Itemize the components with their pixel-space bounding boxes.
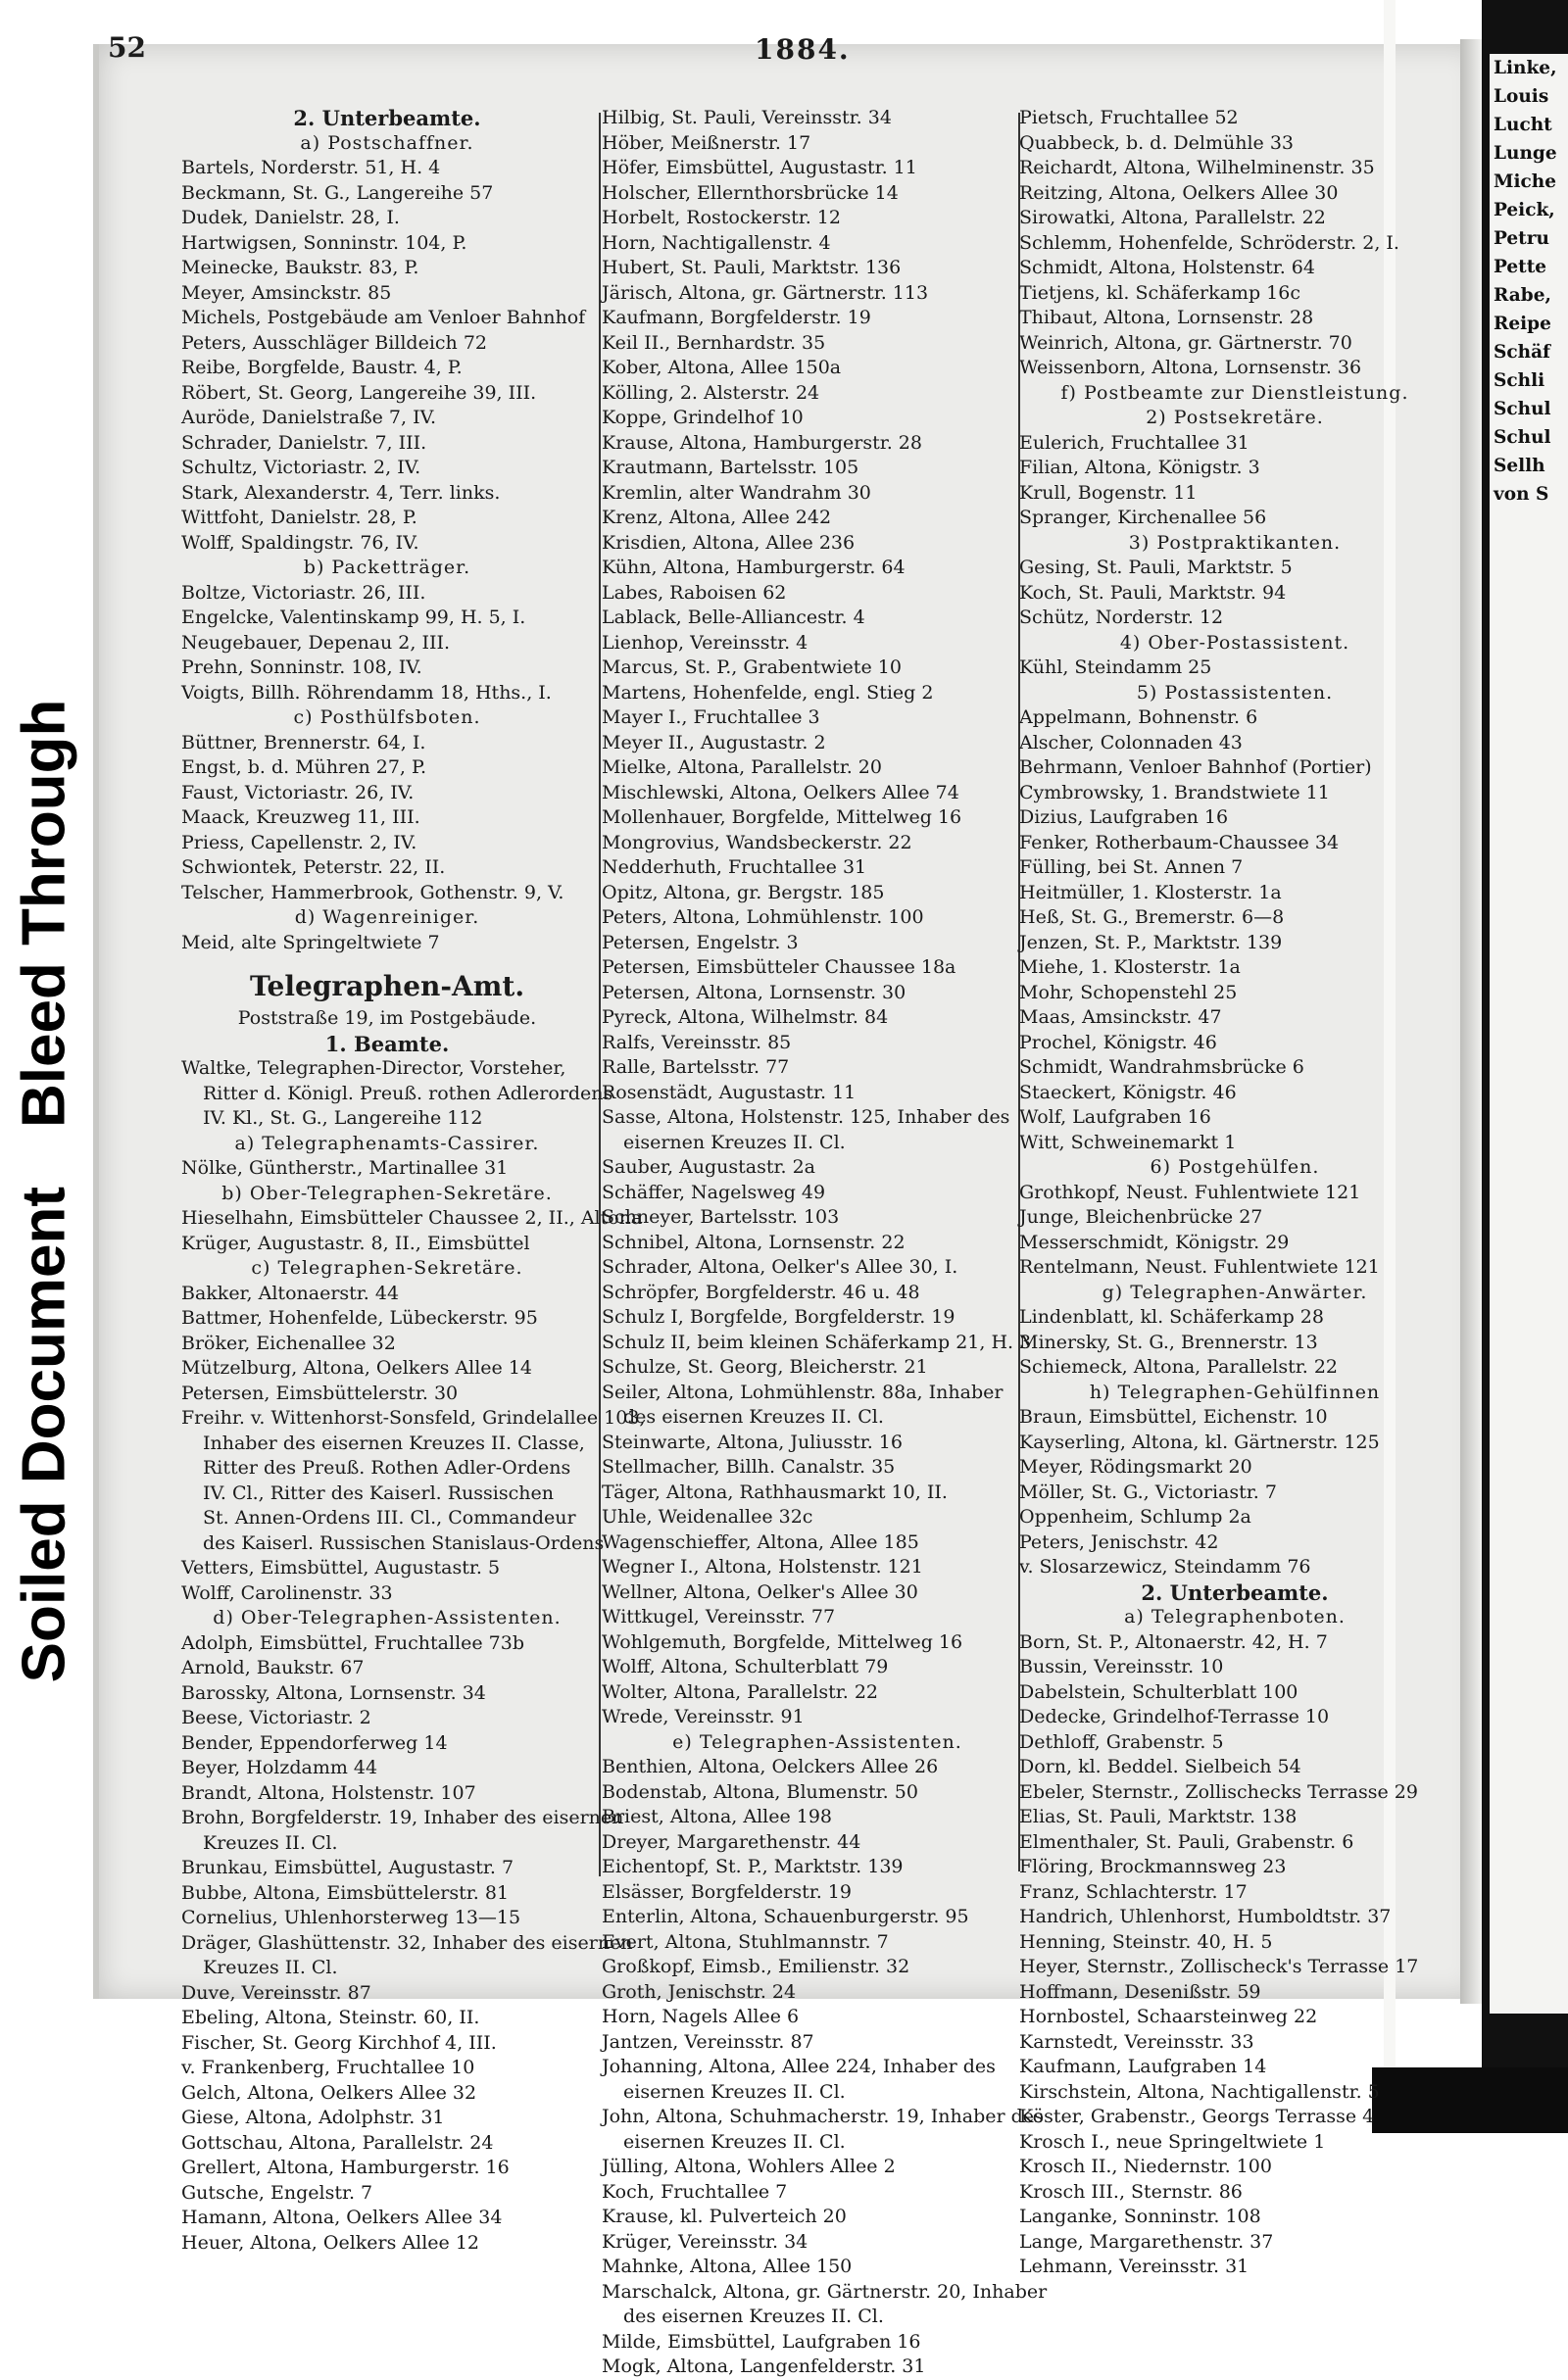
- directory-entry: Kölling, 2. Alsterstr. 24: [602, 381, 820, 404]
- directory-entry: Arnold, Baukstr. 67: [181, 1657, 365, 1678]
- directory-entry: Bussin, Vereinsstr. 10: [1019, 1656, 1224, 1677]
- directory-entry: Schulze, St. Georg, Bleicherstr. 21: [602, 1356, 928, 1378]
- directory-entry: Engst, b. d. Mühren 27, P.: [181, 756, 426, 778]
- section-heading: a) Telegraphenboten.: [1124, 1606, 1346, 1627]
- facing-entry: Schul: [1494, 427, 1551, 448]
- directory-entry: Peters, Ausschläger Billdeich 72: [181, 331, 488, 354]
- directory-entry: Gesing, St. Pauli, Marktstr. 5: [1019, 557, 1293, 578]
- directory-entry: Mahnke, Altona, Allee 150: [602, 2256, 853, 2277]
- directory-entry: Seiler, Altona, Lohmühlenstr. 88a, Inhaber: [602, 1381, 1004, 1403]
- directory-entry: Wolter, Altona, Parallelstr. 22: [602, 1680, 879, 1703]
- directory-entry: Junge, Bleichenbrücke 27: [1019, 1206, 1263, 1228]
- directory-entry: Voigts, Billh. Röhrendamm 18, Hths., I.: [181, 681, 552, 704]
- directory-entry: Freihr. v. Wittenhorst-Sonsfeld, Grindelallee 103,: [181, 1407, 646, 1429]
- directory-entry: Jenzen, St. P., Marktstr. 139: [1019, 931, 1283, 953]
- directory-entry: Mayer I., Fruchtallee 3: [602, 706, 820, 728]
- directory-entry: Reibe, Borgfelde, Baustr. 4, P.: [181, 357, 463, 378]
- directory-entry: Schiemeck, Altona, Parallelstr. 22: [1019, 1356, 1339, 1378]
- section-heading: 4) Ober-Postassistent.: [1119, 631, 1350, 654]
- directory-entry: Dizius, Laufgraben 16: [1019, 806, 1229, 828]
- directory-entry: Wrede, Vereinsstr. 91: [602, 1706, 805, 1727]
- directory-entry: Petersen, Eimsbüttelerstr. 30: [181, 1382, 459, 1404]
- directory-entry: Schrader, Danielstr. 7, III.: [181, 431, 427, 454]
- directory-entry: Born, St. P., Altonaerstr. 42, H. 7: [1019, 1630, 1328, 1653]
- directory-entry: Schneyer, Bartelsstr. 103: [602, 1206, 840, 1228]
- facing-entry: Sellh: [1494, 456, 1545, 476]
- section-heading: 2. Unterbeamte.: [293, 106, 481, 130]
- directory-entry: Poststraße 19, im Postgebäude.: [237, 1007, 537, 1029]
- directory-entry: John, Altona, Schuhmacherstr. 19, Inhaber des: [602, 2106, 1044, 2127]
- directory-entry: Petersen, Engelstr. 3: [602, 931, 799, 953]
- directory-entry: Jantzen, Vereinsstr. 87: [602, 2030, 814, 2053]
- column-left: [181, 106, 646, 2256]
- directory-entry: Kreuzes II. Cl.: [203, 1831, 338, 1854]
- directory-entry: Johanning, Altona, Allee 224, Inhaber des: [602, 2056, 996, 2077]
- directory-entry: Behrmann, Venloer Bahnhof (Portier): [1019, 756, 1372, 778]
- directory-entry: Dabelstein, Schulterblatt 100: [1019, 1680, 1298, 1703]
- directory-entry: Lienhop, Vereinsstr. 4: [602, 631, 808, 654]
- directory-entry: Ebeler, Sternstr., Zollischecks Terrasse 29: [1019, 1780, 1418, 1803]
- directory-entry: Mogk, Altona, Langenfelderstr. 31: [602, 2356, 926, 2377]
- directory-entry: Höfer, Eimsbüttel, Augustastr. 11: [602, 157, 917, 178]
- directory-entry: Koppe, Grindelhof 10: [602, 407, 804, 428]
- directory-entry: Wohlgemuth, Borgfelde, Mittelweg 16: [602, 1630, 963, 1653]
- directory-entry: Köster, Grabenstr., Georgs Terrasse 4: [1019, 2106, 1375, 2127]
- directory-entry: Ralle, Bartelsstr. 77: [602, 1056, 790, 1078]
- directory-entry: Prochel, Königstr. 46: [1019, 1031, 1217, 1053]
- directory-entry: Horn, Nachtigallenstr. 4: [602, 231, 831, 254]
- directory-entry: Maack, Kreuzweg 11, III.: [181, 806, 420, 828]
- directory-entry: Schrader, Altona, Oelker's Allee 30, I.: [602, 1256, 958, 1278]
- directory-entry: Mützelburg, Altona, Oelkers Allee 14: [181, 1357, 533, 1379]
- directory-entry: Sasse, Altona, Holstenstr. 125, Inhaber des: [602, 1106, 1010, 1128]
- directory-entry: Labes, Raboisen 62: [602, 581, 787, 604]
- directory-entry: Brohn, Borgfelderstr. 19, Inhaber des eisernen: [181, 1807, 624, 1828]
- directory-entry: Inhaber des eisernen Kreuzes II. Classe,: [203, 1432, 585, 1454]
- directory-entry: Elias, St. Pauli, Marktstr. 138: [1019, 1806, 1298, 1827]
- directory-entry: Briest, Altona, Allee 198: [602, 1806, 833, 1827]
- directory-entry: Dedecke, Grindelhof-Terrasse 10: [1019, 1706, 1330, 1727]
- directory-entry: Weissenborn, Altona, Lornsenstr. 36: [1019, 357, 1362, 378]
- directory-entry: Boltze, Victoriastr. 26, III.: [181, 581, 426, 604]
- directory-entry: Beckmann, St. G., Langereihe 57: [181, 181, 494, 204]
- directory-entry: Filian, Altona, Königstr. 3: [1019, 457, 1260, 478]
- directory-entry: Karnstedt, Vereinsstr. 33: [1019, 2030, 1254, 2053]
- directory-entry: Wolff, Spaldingstr. 76, IV.: [181, 531, 419, 554]
- facing-entry: Lunge: [1494, 143, 1557, 164]
- directory-entry: IV. Cl., Ritter des Kaiserl. Russischen: [203, 1481, 554, 1504]
- directory-entry: Evert, Altona, Stuhlmannstr. 7: [602, 1930, 889, 1953]
- directory-entry: Uhle, Weidenallee 32c: [602, 1506, 813, 1528]
- directory-entry: Schultz, Victoriastr. 2, IV.: [181, 457, 421, 478]
- directory-entry: St. Annen-Ordens III. Cl., Commandeur: [203, 1507, 576, 1529]
- directory-entry: Schlemm, Hohenfelde, Schröderstr. 2, I.: [1019, 231, 1399, 254]
- section-heading: f) Postbeamte zur Dienstleistung.: [1060, 381, 1409, 404]
- directory-entry: Hamann, Altona, Oelkers Allee 34: [181, 2207, 503, 2228]
- section-heading: e) Telegraphen-Assistenten.: [672, 1730, 962, 1753]
- directory-entry: Holscher, Ellernthorsbrücke 14: [602, 181, 899, 204]
- directory-entry: Franz, Schlachterstr. 17: [1019, 1880, 1248, 1903]
- directory-entry: Pyreck, Altona, Wilhelmstr. 84: [602, 1006, 889, 1028]
- facing-entry: Louis: [1494, 86, 1549, 107]
- directory-entry: Möller, St. G., Victoriastr. 7: [1019, 1481, 1277, 1503]
- directory-entry: Ralfs, Vereinsstr. 85: [602, 1031, 792, 1053]
- directory-entry: Meinecke, Baukstr. 83, P.: [181, 257, 419, 278]
- directory-entry: Heuer, Altona, Oelkers Allee 12: [181, 2231, 479, 2254]
- directory-entry: Horbelt, Rostockerstr. 12: [602, 207, 841, 228]
- directory-entry: Mollenhauer, Borgfelde, Mittelweg 16: [602, 806, 962, 828]
- directory-entry: Alscher, Colonnaden 43: [1019, 731, 1243, 753]
- directory-entry: Nedderhuth, Fruchtallee 31: [602, 856, 867, 878]
- directory-entry: Meyer, Amsinckstr. 85: [181, 281, 392, 304]
- directory-entry: v. Slosarzewicz, Steindamm 76: [1019, 1556, 1311, 1578]
- directory-entry: Cymbrowsky, 1. Brandstwiete 11: [1019, 781, 1330, 803]
- directory-entry: Krautmann, Bartelsstr. 105: [602, 457, 859, 478]
- directory-entry: Gottschau, Altona, Parallelstr. 24: [181, 2131, 494, 2154]
- directory-entry: Heyer, Sternstr., Zollischeck's Terrasse 17: [1019, 1956, 1419, 1977]
- facing-entry: Miche: [1494, 171, 1556, 192]
- column-rule-left: [599, 113, 601, 1876]
- directory-entry: Dethloff, Grabenstr. 5: [1019, 1730, 1224, 1753]
- directory-entry: Vetters, Eimsbüttel, Augustastr. 5: [181, 1557, 501, 1579]
- facing-entry: von S: [1494, 484, 1549, 505]
- directory-entry: Braun, Eimsbüttel, Eichenstr. 10: [1019, 1406, 1328, 1428]
- directory-entry: Krisdien, Altona, Allee 236: [602, 531, 856, 554]
- directory-entry: Waltke, Telegraphen-Director, Vorsteher,: [181, 1057, 566, 1079]
- directory-entry: eisernen Kreuzes II. Cl.: [623, 2130, 846, 2153]
- directory-entry: Benthien, Altona, Oelckers Allee 26: [602, 1756, 939, 1777]
- directory-entry: Schäffer, Nagelsweg 49: [602, 1181, 826, 1203]
- directory-entry: Schnibel, Altona, Lornsenstr. 22: [602, 1231, 906, 1253]
- directory-entry: Täger, Altona, Rathhausmarkt 10, II.: [602, 1481, 948, 1503]
- directory-entry: Barossky, Altona, Lornsenstr. 34: [181, 1681, 486, 1704]
- directory-entry: Milde, Eimsbüttel, Laufgraben 16: [602, 2330, 921, 2353]
- column-middle: [602, 106, 1048, 2380]
- directory-entry: Petersen, Eimsbütteler Chaussee 18a: [602, 956, 956, 978]
- soiled-document-label: Soiled Document: [10, 1186, 78, 1682]
- section-heading: 2. Unterbeamte.: [1141, 1579, 1329, 1605]
- directory-entry: Kühl, Steindamm 25: [1019, 656, 1212, 678]
- directory-entry: Lindenblatt, kl. Schäferkamp 28: [1019, 1306, 1324, 1328]
- directory-entry: Staeckert, Königstr. 46: [1019, 1081, 1237, 1103]
- directory-entry: Meyer II., Augustastr. 2: [602, 731, 826, 753]
- directory-entry: Hieselhahn, Eimsbütteler Chaussee 2, II., Altona: [181, 1207, 643, 1229]
- directory-entry: Oppenheim, Schlump 2a: [1019, 1506, 1251, 1528]
- directory-entry: Kober, Altona, Allee 150a: [602, 357, 842, 378]
- directory-entry: des eisernen Kreuzes II. Cl.: [623, 1406, 884, 1428]
- directory-entry: Quabbeck, b. d. Delmühle 33: [1019, 131, 1295, 154]
- directory-entry: Krüger, Augustastr. 8, II., Eimsbüttel: [181, 1232, 530, 1254]
- directory-entry: Adolph, Eimsbüttel, Fruchtallee 73b: [181, 1631, 525, 1654]
- directory-entry: Heitmüller, 1. Klosterstr. 1a: [1019, 881, 1282, 903]
- directory-entry: Bodenstab, Altona, Blumenstr. 50: [602, 1780, 918, 1803]
- directory-entry: [181, 955, 593, 967]
- directory-entry: Sirowatki, Altona, Parallelstr. 22: [1019, 207, 1326, 228]
- directory-entry: Messerschmidt, Königstr. 29: [1019, 1231, 1290, 1253]
- directory-entry: Krause, Altona, Hamburgerstr. 28: [602, 431, 922, 454]
- facing-entry: Lucht: [1494, 115, 1552, 135]
- directory-entry: eisernen Kreuzes II. Cl.: [623, 2080, 846, 2103]
- directory-entry: Auröde, Danielstraße 7, IV.: [181, 407, 437, 428]
- directory-entry: Koch, Fruchtallee 7: [602, 2180, 788, 2203]
- directory-entry: Priess, Capellenstr. 2, IV.: [181, 831, 417, 853]
- directory-entry: Beyer, Holzdamm 44: [181, 1757, 378, 1778]
- directory-entry: Wegner I., Altona, Holstenstr. 121: [602, 1556, 923, 1578]
- directory-entry: eisernen Kreuzes II. Cl.: [623, 1131, 846, 1153]
- directory-entry: Lange, Margarethenstr. 37: [1019, 2230, 1274, 2253]
- directory-entry: Langanke, Sonninstr. 108: [1019, 2206, 1261, 2227]
- section-heading: 6) Postgehülfen.: [1150, 1156, 1320, 1178]
- directory-entry: Grothkopf, Neust. Fuhlentwiete 121: [1019, 1181, 1361, 1203]
- directory-entry: Fülling, bei St. Annen 7: [1019, 856, 1244, 878]
- directory-entry: Heß, St. G., Bremerstr. 6—8: [1019, 906, 1285, 928]
- page-number: 52: [108, 31, 146, 64]
- directory-entry: Neugebauer, Depenau 2, III.: [181, 631, 451, 654]
- directory-entry: v. Frankenberg, Fruchtallee 10: [181, 2057, 475, 2078]
- directory-entry: Röbert, St. Georg, Langereihe 39, III.: [181, 381, 537, 404]
- directory-entry: Kühn, Altona, Hamburgerstr. 64: [602, 557, 906, 578]
- facing-entry: Reipe: [1494, 314, 1551, 334]
- facing-entry: Schli: [1494, 370, 1545, 391]
- directory-entry: Marschalck, Altona, gr. Gärtnerstr. 20, Inhaber: [602, 2280, 1048, 2303]
- directory-entry: Weinrich, Altona, gr. Gärtnerstr. 70: [1019, 331, 1352, 354]
- facing-entry: Schäf: [1494, 342, 1551, 363]
- directory-entry: Appelmann, Bohnenstr. 6: [1019, 706, 1258, 728]
- directory-entry: Michels, Postgebäude am Venloer Bahnhof: [181, 307, 586, 328]
- directory-entry: Hilbig, St. Pauli, Vereinsstr. 34: [602, 107, 892, 128]
- directory-entry: Giese, Altona, Adolphstr. 31: [181, 2107, 445, 2128]
- directory-entry: Jülling, Altona, Wohlers Allee 2: [602, 2156, 896, 2177]
- directory-entry: Mongrovius, Wandsbeckerstr. 22: [602, 831, 912, 853]
- directory-entry: Sauber, Augustastr. 2a: [602, 1156, 816, 1178]
- directory-entry: Steinwarte, Altona, Juliusstr. 16: [602, 1431, 903, 1453]
- directory-entry: Peters, Jenischstr. 42: [1019, 1530, 1219, 1553]
- directory-entry: des Kaiserl. Russischen Stanislaus-Ordens: [203, 1531, 605, 1554]
- directory-entry: Koch, St. Pauli, Marktstr. 94: [1019, 581, 1287, 604]
- facing-page-fragment: [1490, 54, 1568, 2014]
- directory-entry: Dreyer, Margarethenstr. 44: [602, 1830, 861, 1853]
- directory-entry: Krosch III., Sternstr. 86: [1019, 2180, 1243, 2203]
- directory-entry: Dorn, kl. Beddel. Sielbeich 54: [1019, 1756, 1301, 1777]
- section-heading: 5) Postassistenten.: [1136, 681, 1334, 704]
- page-edge: [1460, 39, 1482, 2004]
- directory-entry: Gelch, Altona, Oelkers Allee 32: [181, 2081, 477, 2104]
- directory-entry: Krüger, Vereinsstr. 34: [602, 2230, 808, 2253]
- directory-entry: Rosenstädt, Augustastr. 11: [602, 1081, 857, 1103]
- directory-entry: Mielke, Altona, Parallelstr. 20: [602, 756, 882, 778]
- directory-entry: Büttner, Brennerstr. 64, I.: [181, 731, 426, 753]
- directory-entry: Rentelmann, Neust. Fuhlentwiete 121: [1019, 1256, 1380, 1278]
- directory-entry: Kreuzes II. Cl.: [203, 1957, 338, 1978]
- directory-entry: Hartwigsen, Sonninstr. 104, P.: [181, 231, 467, 254]
- directory-entry: Maas, Amsinckstr. 47: [1019, 1006, 1222, 1028]
- directory-entry: Reichardt, Altona, Wilhelminenstr. 35: [1019, 157, 1375, 178]
- facing-entry: Pette: [1494, 257, 1547, 277]
- directory-entry: Höber, Meißnerstr. 17: [602, 131, 811, 154]
- directory-entry: Krosch I., neue Springeltwiete 1: [1019, 2130, 1326, 2153]
- directory-entry: Krosch II., Niedernstr. 100: [1019, 2156, 1272, 2177]
- section-heading: a) Postschaffner.: [300, 131, 474, 154]
- directory-entry: Eichentopf, St. P., Marktstr. 139: [602, 1856, 904, 1877]
- directory-entry: Kirschstein, Altona, Nachtigallenstr. 5: [1019, 2080, 1380, 2103]
- directory-entry: Opitz, Altona, gr. Bergstr. 185: [602, 881, 885, 903]
- directory-entry: Ebeling, Altona, Steinstr. 60, II.: [181, 2007, 480, 2028]
- directory-entry: Meid, alte Springeltwiete 7: [181, 931, 440, 953]
- directory-entry: Telscher, Hammerbrook, Gothenstr. 9, V.: [181, 881, 564, 903]
- directory-entry: Beese, Victoriastr. 2: [181, 1707, 371, 1728]
- directory-entry: Duve, Vereinsstr. 87: [181, 1981, 371, 2004]
- directory-entry: Prehn, Sonninstr. 108, IV.: [181, 656, 422, 678]
- facing-entry: Rabe,: [1494, 285, 1551, 306]
- directory-entry: Ritter d. Königl. Preuß. rothen Adlerordens: [203, 1082, 613, 1104]
- directory-entry: Dudek, Danielstr. 28, I.: [181, 207, 400, 228]
- directory-entry: Großkopf, Eimsb., Emilienstr. 32: [602, 1956, 910, 1977]
- section-heading: d) Ober-Telegraphen-Assistenten.: [213, 1607, 562, 1628]
- directory-entry: Flöring, Brockmannsweg 23: [1019, 1856, 1287, 1877]
- directory-entry: Mohr, Schopenstehl 25: [1019, 981, 1238, 1003]
- directory-entry: Fischer, St. Georg Kirchhof 4, III.: [181, 2031, 497, 2054]
- column-right: [1019, 106, 1450, 2280]
- directory-entry: Brandt, Altona, Holstenstr. 107: [181, 1781, 476, 1804]
- facing-entry: Linke,: [1494, 58, 1557, 78]
- directory-entry: Wolff, Carolinenstr. 33: [181, 1581, 393, 1604]
- directory-entry: Wittfoht, Danielstr. 28, P.: [181, 507, 417, 528]
- directory-entry: Wolf, Laufgraben 16: [1019, 1106, 1211, 1128]
- directory-entry: Bender, Eppendorferweg 14: [181, 1731, 448, 1754]
- facing-entry: Petru: [1494, 228, 1549, 249]
- directory-entry: Battmer, Hohenfelde, Lübeckerstr. 95: [181, 1307, 538, 1329]
- directory-entry: Schulz I, Borgfelde, Borgfelderstr. 19: [602, 1306, 956, 1328]
- directory-entry: Meyer, Rödingsmarkt 20: [1019, 1456, 1252, 1478]
- directory-entry: Engelcke, Valentinskamp 99, H. 5, I.: [181, 607, 526, 628]
- directory-entry: Schwiontek, Peterstr. 22, II.: [181, 856, 446, 878]
- directory-entry: Marcus, St. P., Grabentwiete 10: [602, 656, 902, 678]
- section-heading: c) Telegraphen-Sekretäre.: [251, 1257, 523, 1279]
- directory-entry: Stark, Alexanderstr. 4, Terr. links.: [181, 481, 501, 504]
- directory-entry: Krause, kl. Pulverteich 20: [602, 2206, 847, 2227]
- directory-entry: IV. Kl., St. G., Langereihe 112: [203, 1107, 483, 1129]
- directory-entry: Stellmacher, Billh. Canalstr. 35: [602, 1456, 896, 1478]
- directory-entry: Mischlewski, Altona, Oelkers Allee 74: [602, 781, 959, 803]
- directory-entry: Krull, Bogenstr. 11: [1019, 481, 1198, 504]
- directory-entry: Järisch, Altona, gr. Gärtnerstr. 113: [602, 281, 929, 304]
- directory-entry: Petersen, Altona, Lornsenstr. 30: [602, 981, 906, 1003]
- directory-entry: Kaufmann, Laufgraben 14: [1019, 2056, 1267, 2077]
- section-heading: b) Ober-Telegraphen-Sekretäre.: [221, 1182, 553, 1204]
- directory-entry: Schmidt, Altona, Holstenstr. 64: [1019, 257, 1315, 278]
- directory-entry: Thibaut, Altona, Lornsenstr. 28: [1019, 307, 1314, 328]
- directory-entry: Witt, Schweinemarkt 1: [1019, 1131, 1237, 1153]
- section-heading: c) Posthülfsboten.: [293, 706, 481, 728]
- directory-entry: Miehe, 1. Klosterstr. 1a: [1019, 956, 1241, 978]
- directory-entry: Wagenschieffer, Altona, Allee 185: [602, 1530, 919, 1553]
- directory-entry: Spranger, Kirchenallee 56: [1019, 507, 1267, 528]
- directory-entry: Martens, Hohenfelde, engl. Stieg 2: [602, 681, 934, 704]
- directory-entry: Gutsche, Engelstr. 7: [181, 2181, 373, 2204]
- section-heading: 2) Postsekretäre.: [1146, 407, 1324, 428]
- facing-entry: Schul: [1494, 399, 1551, 419]
- directory-entry: Elsässer, Borgfelderstr. 19: [602, 1880, 852, 1903]
- page-year: 1884.: [755, 33, 851, 66]
- directory-entry: Schütz, Norderstr. 12: [1019, 607, 1224, 628]
- section-heading: b) Packetträger.: [303, 557, 471, 578]
- directory-entry: Krenz, Altona, Allee 242: [602, 507, 832, 528]
- section-heading: Telegraphen-Amt.: [249, 970, 525, 1002]
- directory-entry: Grellert, Altona, Hamburgerstr. 16: [181, 2157, 510, 2178]
- directory-entry: Ritter des Preuß. Rothen Adler-Ordens: [203, 1457, 571, 1479]
- directory-entry: Wellner, Altona, Oelker's Allee 30: [602, 1580, 918, 1603]
- directory-entry: Bartels, Norderstr. 51, H. 4: [181, 157, 441, 178]
- directory-entry: Lablack, Belle-Alliancestr. 4: [602, 607, 865, 628]
- directory-entry: Bröker, Eichenallee 32: [181, 1332, 396, 1354]
- bleed-through-label: Bleed Through: [10, 699, 78, 1128]
- directory-entry: Faust, Victoriastr. 26, IV.: [181, 781, 415, 803]
- scan-warning-banner: [0, 637, 88, 1744]
- directory-entry: Fenker, Rotherbaum-Chaussee 34: [1019, 831, 1340, 853]
- facing-entry: Peick,: [1494, 200, 1555, 220]
- directory-entry: Bakker, Altonaerstr. 44: [181, 1282, 400, 1304]
- directory-entry: Peters, Altona, Lohmühlenstr. 100: [602, 906, 924, 928]
- directory-entry: Hoffmann, Desenißstr. 59: [1019, 1980, 1261, 2003]
- directory-entry: Dräger, Glashüttenstr. 32, Inhaber des eisernen: [181, 1931, 633, 1954]
- directory-entry: Eulerich, Fruchtallee 31: [1019, 431, 1250, 454]
- directory-entry: Kaufmann, Borgfelderstr. 19: [602, 307, 871, 328]
- section-heading: d) Wagenreiniger.: [294, 906, 480, 928]
- directory-entry: Schmidt, Wandrahmsbrücke 6: [1019, 1056, 1304, 1078]
- directory-entry: Brunkau, Eimsbüttel, Augustastr. 7: [181, 1857, 514, 1878]
- directory-entry: Hubert, St. Pauli, Marktstr. 136: [602, 257, 902, 278]
- directory-entry: Hornbostel, Schaarsteinweg 22: [1019, 2006, 1318, 2027]
- directory-entry: Reitzing, Altona, Oelkers Allee 30: [1019, 181, 1339, 204]
- directory-entry: Kayserling, Altona, kl. Gärtnerstr. 125: [1019, 1431, 1380, 1453]
- directory-entry: Cornelius, Uhlenhorsterweg 13—15: [181, 1907, 521, 1928]
- directory-entry: Lehmann, Vereinsstr. 31: [1019, 2256, 1250, 2277]
- directory-entry: Handrich, Uhlenhorst, Humboldtstr. 37: [1019, 1906, 1392, 1927]
- section-heading: 1. Beamte.: [324, 1031, 450, 1056]
- directory-entry: Pietsch, Fruchtallee 52: [1019, 107, 1239, 128]
- directory-entry: Schröpfer, Borgfelderstr. 46 u. 48: [602, 1281, 920, 1303]
- directory-entry: Kremlin, alter Wandrahm 30: [602, 481, 871, 504]
- directory-entry: Wittkugel, Vereinsstr. 77: [602, 1606, 836, 1627]
- section-heading: 3) Postpraktikanten.: [1128, 531, 1342, 554]
- section-heading: a) Telegraphenamts-Cassirer.: [234, 1132, 540, 1154]
- section-heading: g) Telegraphen-Anwärter.: [1102, 1281, 1368, 1303]
- directory-entry: Tietjens, kl. Schäferkamp 16c: [1019, 281, 1300, 304]
- directory-entry: des eisernen Kreuzes II. Cl.: [623, 2306, 884, 2327]
- directory-entry: Keil II., Bernhardstr. 35: [602, 331, 826, 354]
- section-heading: h) Telegraphen-Gehülfinnen: [1089, 1381, 1381, 1403]
- directory-entry: Horn, Nagels Allee 6: [602, 2006, 800, 2027]
- directory-entry: Elmenthaler, St. Pauli, Grabenstr. 6: [1019, 1830, 1354, 1853]
- directory-entry: Wolff, Altona, Schulterblatt 79: [602, 1656, 889, 1677]
- directory-entry: Schulz II, beim kleinen Schäferkamp 21, H. 3: [602, 1331, 1032, 1353]
- directory-entry: Enterlin, Altona, Schauenburgerstr. 95: [602, 1906, 969, 1927]
- directory-entry: Nölke, Güntherstr., Martinallee 31: [181, 1157, 509, 1179]
- directory-entry: Henning, Steinstr. 40, H. 5: [1019, 1930, 1273, 1953]
- directory-entry: Bubbe, Altona, Eimsbüttelerstr. 81: [181, 1881, 510, 1904]
- directory-entry: Groth, Jenischstr. 24: [602, 1980, 797, 2003]
- directory-entry: Minersky, St. G., Brennerstr. 13: [1019, 1331, 1318, 1353]
